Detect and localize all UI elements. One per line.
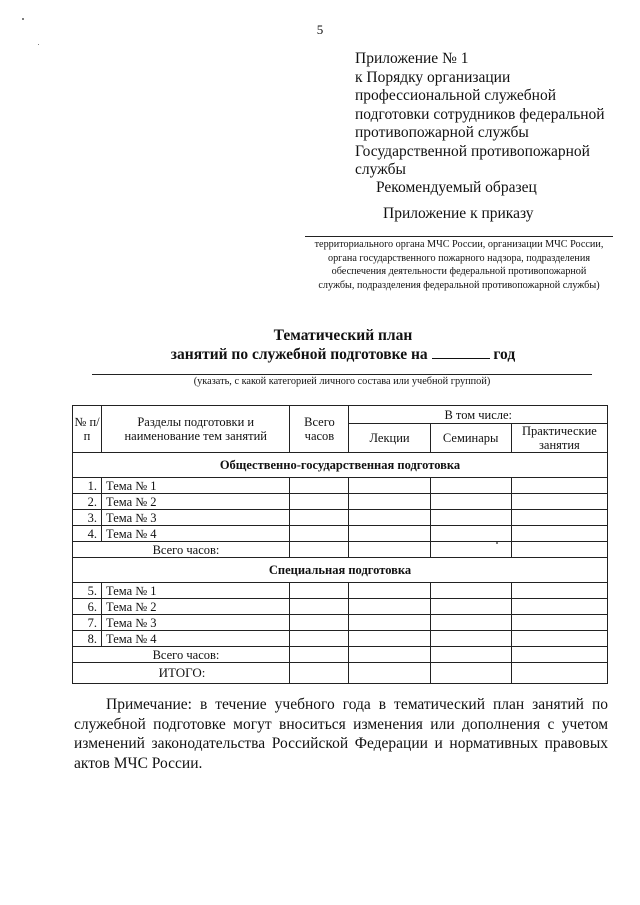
appendix-line: к Порядку организации (355, 68, 511, 86)
category-fill-line (92, 374, 592, 375)
table-row (73, 478, 608, 494)
appendix-heading (355, 50, 625, 180)
row-num: 6. (73, 599, 102, 615)
plan-title (0, 326, 640, 364)
order-appendix-label: Приложение к приказу (383, 205, 534, 222)
cell-lectures[interactable] (349, 478, 430, 494)
row-topic: Тема № 3 (102, 615, 290, 631)
org-caption (300, 238, 618, 292)
cell-seminars[interactable] (430, 526, 511, 542)
grand-total-row (73, 663, 608, 684)
cell-lectures[interactable] (349, 631, 430, 647)
org-caption-line: территориального органа МЧС России, организации МЧС России, (314, 239, 604, 250)
note-paragraph: Примечание: в течение учебного года в тематический план занятий по служебной подготовке могут вноситься изменения или дополнения с учетом изменений законодательства Российской Федерации и нормативных правовых актов МЧС России. (74, 696, 608, 772)
plan-title-line1: Тематический план (273, 327, 413, 344)
table-row (73, 510, 608, 526)
header-practical: Практические занятия (511, 424, 607, 453)
row-num: 2. (73, 494, 102, 510)
cell-lectures[interactable] (349, 542, 430, 558)
cell-seminars[interactable] (430, 510, 511, 526)
cell-lectures[interactable] (349, 494, 430, 510)
header-including: В том числе: (349, 406, 608, 424)
thematic-plan-table (72, 405, 608, 684)
row-topic: Тема № 2 (102, 494, 290, 510)
table-row (73, 631, 608, 647)
page-number: 5 (316, 22, 324, 37)
cell-total[interactable] (290, 494, 349, 510)
cell-total[interactable] (290, 510, 349, 526)
plan-title-prefix: занятий по служебной подготовке на (170, 346, 428, 363)
row-topic: Тема № 3 (102, 510, 290, 526)
row-topic: Тема № 4 (102, 526, 290, 542)
cell-seminars[interactable] (430, 631, 511, 647)
appendix-line: подготовки сотрудников федеральной (355, 105, 605, 123)
subtotal-label: Всего часов: (73, 542, 290, 558)
row-topic: Тема № 1 (102, 478, 290, 494)
category-caption: (указать, с какой категорией личного состава или учебной группой) (193, 376, 491, 387)
year-blank (432, 346, 490, 359)
header-num: № п/п (73, 406, 102, 453)
cell-seminars[interactable] (430, 542, 511, 558)
cell-seminars[interactable] (430, 615, 511, 631)
row-num: 1. (73, 478, 102, 494)
cell-practical[interactable] (511, 526, 607, 542)
table-row (73, 526, 608, 542)
section-row (73, 453, 608, 478)
cell-total[interactable] (290, 599, 349, 615)
header-total: Всего часов (290, 406, 349, 453)
header-name: Разделы подготовки и наименование тем занятий (102, 406, 290, 453)
appendix-line: профессиональной служебной (355, 87, 557, 104)
table-row (73, 494, 608, 510)
row-topic: Тема № 1 (102, 583, 290, 599)
table-row (73, 615, 608, 631)
subtotal-row (73, 542, 608, 558)
cell-total[interactable] (290, 663, 349, 684)
org-caption-line: органа государственного пожарного надзора, подразделения (327, 252, 591, 264)
cell-total[interactable] (290, 478, 349, 494)
cell-practical[interactable] (511, 510, 607, 526)
section-title: Общественно-государственная подготовка (73, 453, 608, 478)
cell-lectures[interactable] (349, 510, 430, 526)
header-lectures: Лекции (349, 424, 430, 453)
cell-practical[interactable] (511, 631, 607, 647)
row-num: 5. (73, 583, 102, 599)
cell-total[interactable] (290, 615, 349, 631)
cell-practical[interactable] (511, 599, 607, 615)
row-num: 3. (73, 510, 102, 526)
cell-total[interactable] (290, 542, 349, 558)
cell-practical[interactable] (511, 647, 607, 663)
cell-lectures[interactable] (349, 663, 430, 684)
cell-seminars[interactable] (430, 599, 511, 615)
appendix-line: Государственной противопожарной (355, 142, 590, 160)
cell-practical[interactable] (511, 615, 607, 631)
cell-seminars[interactable] (430, 583, 511, 599)
header-seminars: Семинары (430, 424, 511, 453)
org-fill-line (305, 236, 613, 237)
org-caption-line: обеспечения деятельности федеральной противопожарной (331, 266, 587, 277)
cell-lectures[interactable] (349, 583, 430, 599)
cell-practical[interactable] (511, 542, 607, 558)
cell-seminars[interactable] (430, 663, 511, 684)
plan-title-line2 (0, 345, 640, 364)
row-topic: Тема № 2 (102, 599, 290, 615)
cell-seminars[interactable] (430, 478, 511, 494)
cell-practical[interactable] (511, 494, 607, 510)
grand-total-label: ИТОГО: (73, 663, 290, 684)
subtotal-label: Всего часов: (73, 647, 290, 663)
plan-title-suffix: год (493, 346, 516, 363)
cell-lectures[interactable] (349, 615, 430, 631)
cell-lectures[interactable] (349, 647, 430, 663)
row-num: 8. (73, 631, 102, 647)
scan-speck (38, 44, 39, 45)
cell-total[interactable] (290, 647, 349, 663)
cell-seminars[interactable] (430, 647, 511, 663)
cell-practical[interactable] (511, 663, 607, 684)
table-header-row (73, 406, 608, 424)
section-title: Специальная подготовка (73, 558, 608, 583)
appendix-line: Приложение № 1 (355, 50, 469, 67)
row-num: 7. (73, 615, 102, 631)
cell-total[interactable] (290, 631, 349, 647)
subtotal-row (73, 647, 608, 663)
row-num: 4. (73, 526, 102, 542)
cell-practical[interactable] (511, 478, 607, 494)
table-row (73, 599, 608, 615)
cell-lectures[interactable] (349, 526, 430, 542)
scan-speck (22, 18, 24, 20)
cell-total[interactable] (290, 583, 349, 599)
table-row (73, 583, 608, 599)
org-caption-line: службы, подразделения федеральной противопожарной службы) (318, 279, 600, 291)
recommended-sample-label: Рекомендуемый образец (376, 179, 537, 196)
cell-total[interactable] (290, 526, 349, 542)
cell-lectures[interactable] (349, 599, 430, 615)
appendix-line: противопожарной службы (355, 124, 529, 141)
section-row (73, 558, 608, 583)
cell-seminars[interactable] (430, 494, 511, 510)
cell-practical[interactable] (511, 583, 607, 599)
row-topic: Тема № 4 (102, 631, 290, 647)
appendix-line: службы (355, 161, 406, 178)
